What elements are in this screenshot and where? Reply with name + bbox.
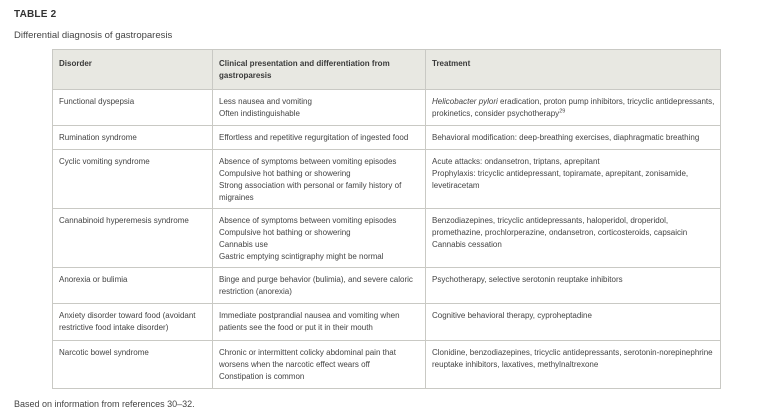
clinical-text: Effortless and repetitive regurgitation of ingested food (219, 133, 409, 142)
disorder-cell (53, 341, 213, 389)
header-disorder: Disorder (53, 50, 213, 90)
clinical-text: Often indistinguishable (219, 109, 300, 118)
clinical-text: Binge and purge behavior (bulimia), and severe caloric (219, 275, 413, 284)
table-row (53, 341, 721, 389)
treatment-cell (426, 126, 721, 150)
disorder-text: Anxiety disorder toward food (avoidant (59, 311, 196, 320)
clinical-text: Absence of symptoms between vomiting episodes (219, 157, 397, 166)
treatment-cell (426, 90, 721, 126)
treatment-text: Acute attacks: ondansetron, triptans, aprepitant (432, 157, 600, 166)
reference-superscript: 29 (559, 108, 566, 115)
treatment-text: Cognitive behavioral therapy, cyproheptadine (432, 311, 592, 320)
disorder-text: Cannabinoid hyperemesis syndrome (59, 216, 189, 225)
clinical-text: Gastric emptying scintigraphy might be normal (219, 252, 384, 261)
table-row (53, 304, 721, 341)
clinical-text: Compulsive hot bathing or showering (219, 169, 351, 178)
treatment-text: Benzodiazepines, tricyclic antidepressants, haloperidol, droperidol, (432, 216, 669, 225)
disorder-text: Anorexia or bulimia (59, 275, 128, 284)
disorder-cell (53, 268, 213, 304)
disorder-text: Narcotic bowel syndrome (59, 348, 149, 357)
clinical-cell (213, 341, 426, 389)
disorder-cell (53, 126, 213, 150)
disorder-cell (53, 304, 213, 341)
table-label: TABLE 2 (14, 9, 57, 20)
clinical-text: Compulsive hot bathing or showering (219, 228, 351, 237)
treatment-text: Clonidine, benzodiazepines, tricyclic antidepressants, serotonin-norepinephrine (432, 348, 713, 357)
table-row (53, 90, 721, 126)
disorder-cell (53, 209, 213, 268)
clinical-cell (213, 90, 426, 126)
treatment-text-rest: eradication, proton pump inhibitors, tricyclic antidepressants, (497, 97, 715, 106)
clinical-text: Chronic or intermittent colicky abdominal pain that (219, 348, 396, 357)
table-row (53, 126, 721, 150)
clinical-cell (213, 268, 426, 304)
treatment-text: promethazine, prochlorperazine, ondansetron, corticosteroids, capsaicin (432, 228, 688, 237)
table-header-row (53, 50, 721, 90)
table-footnote: Based on information from references 30–32. (14, 399, 195, 409)
disorder-text: Cyclic vomiting syndrome (59, 157, 150, 166)
clinical-text: patients see the food or put it in their mouth (219, 323, 373, 332)
treatment-text: Prophylaxis: tricyclic antidepressant, topiramate, aprepitant, zonisamide, (432, 169, 689, 178)
clinical-cell (213, 126, 426, 150)
treatment-cell (426, 209, 721, 268)
clinical-cell (213, 150, 426, 209)
clinical-text: Cannabis use (219, 240, 268, 249)
clinical-text: Less nausea and vomiting (219, 97, 312, 106)
disorder-text: Functional dyspepsia (59, 97, 135, 106)
treatment-cell (426, 341, 721, 389)
treatment-cell (426, 304, 721, 341)
treatment-text: Behavioral modification: deep-breathing exercises, diaphragmatic breathing (432, 133, 700, 142)
clinical-text: restriction (anorexia) (219, 287, 292, 296)
disorder-cell (53, 150, 213, 209)
clinical-text: migraines (219, 193, 254, 202)
treatment-cell (426, 268, 721, 304)
disorder-text: restrictive food intake disorder) (59, 323, 169, 332)
table-row (53, 209, 721, 268)
treatment-text: reuptake inhibitors, laxatives, methylnaltrexone (432, 360, 599, 369)
treatment-text (432, 108, 714, 120)
clinical-cell (213, 209, 426, 268)
clinical-cell (213, 304, 426, 341)
treatment-text-part: prokinetics, consider psychotherapy (432, 109, 560, 118)
treatment-text (432, 96, 714, 108)
differential-diagnosis-table (52, 49, 721, 389)
disorder-text: Rumination syndrome (59, 133, 137, 142)
disorder-cell (53, 90, 213, 126)
header-treatment: Treatment (426, 50, 721, 90)
treatment-text: Psychotherapy, selective serotonin reuptake inhibitors (432, 275, 623, 284)
header-clinical: Clinical presentation and differentiation from gastroparesis (213, 50, 426, 90)
treatment-text: Cannabis cessation (432, 240, 502, 249)
table-row (53, 268, 721, 304)
table-row (53, 150, 721, 209)
clinical-text: Strong association with personal or family history of (219, 181, 402, 190)
treatment-text: levetiracetam (432, 181, 480, 190)
clinical-text: Absence of symptoms between vomiting episodes (219, 216, 397, 225)
clinical-text: Immediate postprandial nausea and vomiting when (219, 311, 400, 320)
treatment-cell (426, 150, 721, 209)
clinical-text: worsens when the narcotic effect wears off (219, 360, 370, 369)
organism-name: Helicobacter pylori (432, 97, 498, 106)
clinical-text: Constipation is common (219, 372, 305, 381)
table-caption: Differential diagnosis of gastroparesis (14, 30, 173, 41)
